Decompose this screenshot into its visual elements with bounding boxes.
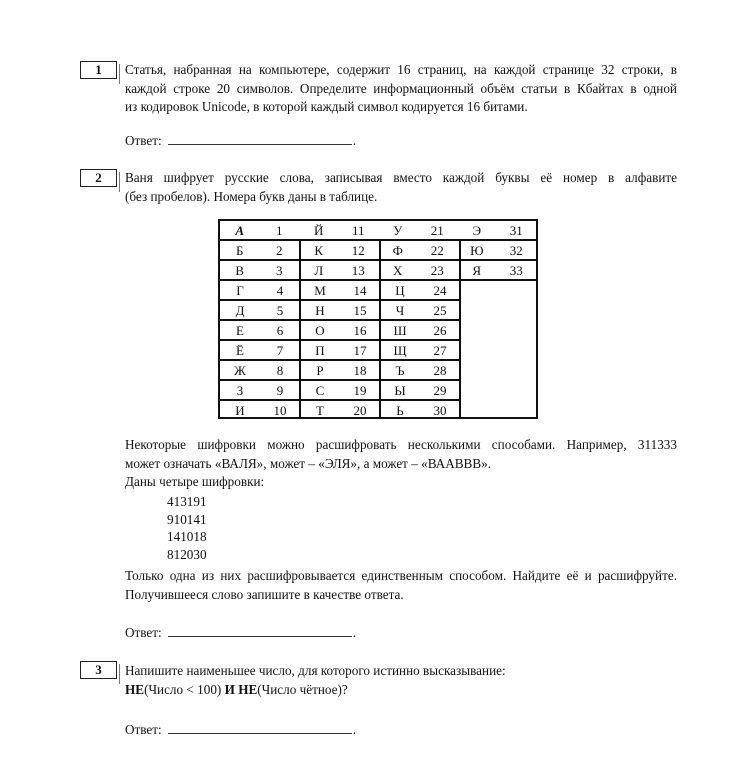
- text-line: из кодировок Unicode, в которой каждый символ кодируется 16 битами.: [125, 99, 528, 114]
- number-cell: 1: [276, 223, 283, 238]
- text-line: Даны четыре шифровки:: [125, 474, 265, 489]
- text-line: (без пробелов). Номера букв даны в таблице.: [125, 188, 378, 204]
- answer-row: [125, 720, 356, 738]
- letter-cell: Х: [393, 263, 403, 278]
- answer-period: .: [352, 722, 357, 737]
- logic-expression: [125, 681, 677, 700]
- letter-cell: А: [235, 223, 245, 238]
- number-cell: 5: [276, 303, 284, 318]
- task-2-text: [125, 169, 677, 206]
- table-rule: [220, 239, 536, 241]
- task-2-instruction: [125, 567, 677, 604]
- number-cell: 33: [509, 263, 523, 278]
- number-cell: 13: [351, 263, 365, 278]
- table-row: [220, 381, 536, 401]
- answer-field[interactable]: [168, 131, 352, 145]
- number-cell: 23: [430, 263, 444, 278]
- letter-cell: Ц: [395, 283, 405, 298]
- letter-cell: Ф: [392, 243, 403, 258]
- letter-cell: В: [235, 263, 245, 278]
- letter-cell: Е: [236, 323, 244, 338]
- number-cell: 31: [509, 223, 523, 238]
- letter-cell: Э: [472, 223, 482, 238]
- table-rule: [220, 259, 536, 261]
- table-rule: [220, 339, 460, 341]
- text-line: Статья, набранная на компьютере, содержит 16 страниц, на каждой странице 32 строки, в: [125, 62, 677, 77]
- answer-field[interactable]: [168, 720, 352, 734]
- letter-cell: Ё: [236, 343, 244, 358]
- number-cell: 20: [353, 403, 367, 418]
- task-number-box: 1: [80, 61, 117, 79]
- keyword-not: НЕ: [238, 681, 258, 697]
- answer-row: [125, 623, 356, 641]
- number-cell: 26: [433, 323, 447, 338]
- number-cell: 29: [433, 383, 447, 398]
- keyword-not: НЕ: [125, 681, 145, 697]
- letter-cell: Ю: [470, 243, 484, 258]
- letter-cell: Ч: [395, 303, 405, 318]
- answer-period: .: [352, 133, 357, 148]
- task-3-text: [125, 662, 677, 699]
- letter-cell: И: [235, 403, 245, 418]
- letter-cell: Р: [316, 363, 324, 378]
- letter-cell: Н: [315, 303, 325, 318]
- text-line: Ваня шифрует русские слова, записывая вместо каждой буквы её номер в алфавите: [125, 170, 677, 185]
- number-cell: 12: [351, 243, 365, 258]
- table-row: [220, 341, 536, 361]
- cipher-item: 812030: [167, 546, 207, 562]
- letter-cell: П: [315, 343, 325, 358]
- table-rule: [220, 319, 460, 321]
- answer-field[interactable]: [168, 623, 352, 637]
- number-cell: 24: [433, 283, 447, 298]
- table-row: [220, 361, 536, 381]
- table-rule: [220, 279, 536, 281]
- expr-part: (Число чётное)?: [257, 681, 348, 697]
- letter-cell: Д: [235, 303, 245, 318]
- task-number-box: 2: [80, 169, 117, 187]
- number-cell: 27: [433, 343, 447, 358]
- text-line: Только одна из них расшифровывается единственным способом. Найдите её и расшифруйте.: [125, 568, 677, 583]
- letter-cell: З: [236, 383, 244, 398]
- number-cell: 30: [433, 403, 447, 418]
- alphabet-table: [218, 219, 538, 419]
- table-row: [220, 261, 536, 281]
- number-cell: 16: [353, 323, 367, 338]
- number-cell: 14: [353, 283, 367, 298]
- task-1-text: [125, 61, 677, 117]
- table-row: [220, 221, 536, 241]
- answer-period: .: [352, 625, 357, 640]
- table-rule: [379, 240, 381, 417]
- number-cell: 8: [276, 363, 284, 378]
- letter-cell: Б: [236, 243, 244, 258]
- number-cell: 28: [433, 363, 447, 378]
- expr-part: (Число < 100): [144, 681, 225, 697]
- task-number-box: 3: [80, 661, 117, 679]
- cipher-item: 910141: [167, 511, 207, 527]
- text-line: может означать «ВАЛЯ», может – «ЭЛЯ», а может – «ВААВВВ».: [125, 455, 492, 471]
- answer-row: [125, 131, 356, 149]
- letter-cell: Ь: [396, 403, 404, 418]
- keyword-and: И: [224, 681, 235, 697]
- number-cell: 15: [353, 303, 367, 318]
- letter-cell: Г: [236, 283, 244, 298]
- table-row: [220, 321, 536, 341]
- answer-label: Ответ:: [125, 722, 162, 737]
- letter-cell: Ж: [234, 363, 246, 378]
- letter-cell: Я: [472, 263, 482, 278]
- answer-label: Ответ:: [125, 625, 162, 640]
- number-cell: 22: [430, 243, 444, 258]
- cipher-item: 413191: [167, 494, 207, 509]
- cipher-list: [167, 493, 207, 563]
- number-cell: 11: [351, 223, 365, 238]
- letter-cell: У: [393, 223, 403, 238]
- number-cell: 6: [276, 323, 284, 338]
- number-cell: 32: [509, 243, 523, 258]
- letter-cell: Ш: [393, 323, 407, 338]
- cipher-item: 141018: [167, 529, 207, 544]
- text-line: каждой строке 20 символов. Определите информационный объём статьи в Кбайтах в одной: [125, 80, 677, 96]
- number-cell: 19: [353, 383, 367, 398]
- number-cell: 17: [353, 343, 367, 358]
- number-cell: 21: [430, 223, 444, 238]
- letter-cell: Щ: [393, 343, 407, 358]
- task-2-explanation: [125, 436, 677, 492]
- text-line: Напишите наименьшее число, для которого истинно высказывание:: [125, 663, 506, 678]
- number-cell: 18: [353, 363, 367, 378]
- number-cell: 3: [276, 263, 283, 278]
- letter-cell: О: [315, 323, 325, 338]
- number-cell: 10: [273, 403, 287, 418]
- text-line: Некоторые шифровки можно расшифровать несколькими способами. Например, 311333: [125, 437, 677, 452]
- letter-cell: Т: [316, 403, 324, 418]
- table-rule: [220, 379, 460, 381]
- letter-cell: Ы: [394, 383, 406, 398]
- table-row: [220, 281, 536, 301]
- letter-cell: М: [314, 283, 326, 298]
- table-row: [220, 401, 536, 421]
- letter-cell: Л: [314, 263, 324, 278]
- text-line: Получившееся слово запишите в качестве ответа.: [125, 586, 404, 602]
- letter-cell: К: [314, 243, 324, 258]
- number-cell: 25: [433, 303, 447, 318]
- letter-cell: Ъ: [395, 363, 405, 378]
- table-rule: [220, 399, 460, 401]
- answer-label: Ответ:: [125, 133, 162, 148]
- table-rule: [299, 240, 301, 417]
- table-row: [220, 241, 536, 261]
- letter-cell: Й: [314, 223, 324, 238]
- letter-cell: С: [315, 383, 325, 398]
- number-cell: 2: [276, 243, 283, 258]
- table-row: [220, 301, 536, 321]
- table-rule: [220, 299, 460, 301]
- number-cell: 4: [276, 283, 284, 298]
- number-cell: 7: [276, 343, 284, 358]
- number-cell: 9: [276, 383, 284, 398]
- table-rule: [459, 240, 461, 417]
- table-rule: [220, 359, 460, 361]
